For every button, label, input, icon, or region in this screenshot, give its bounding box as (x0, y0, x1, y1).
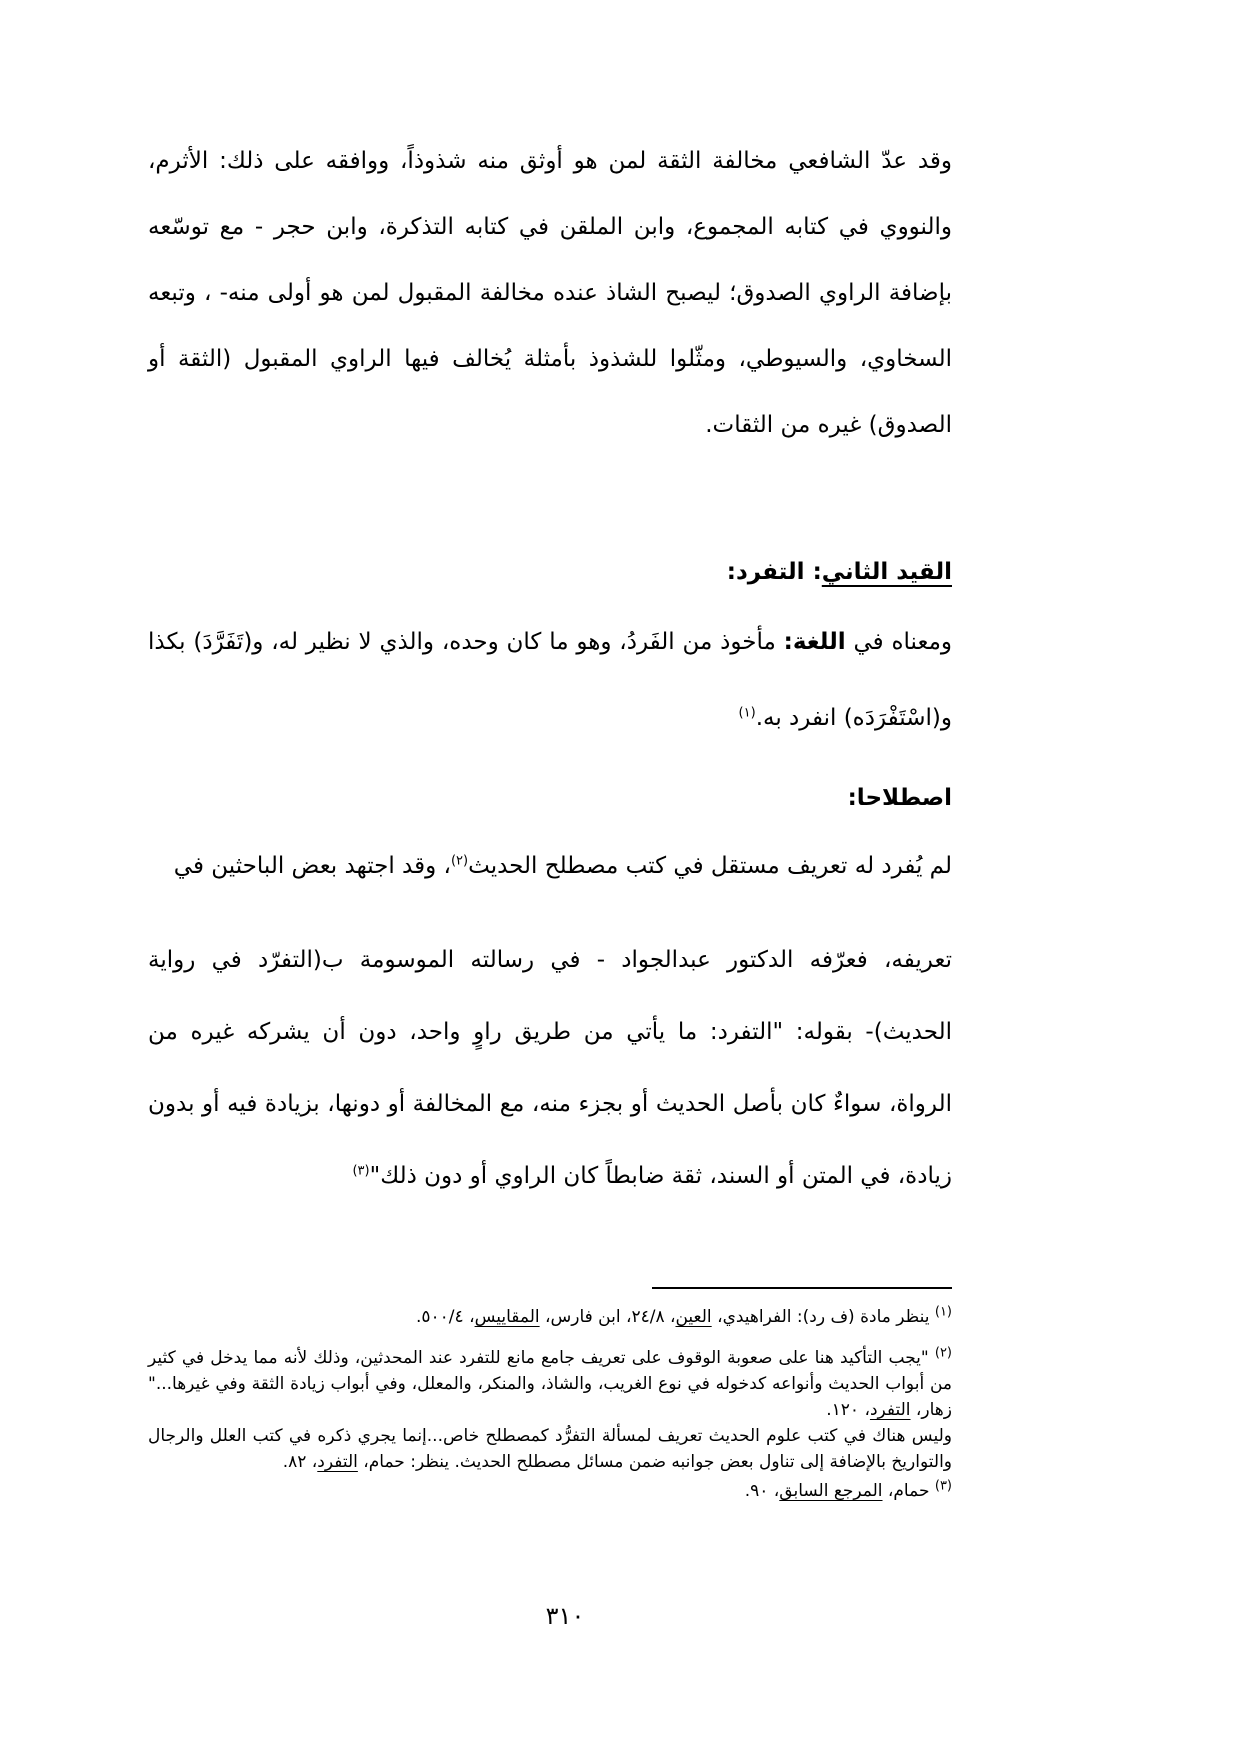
para2-bold-term: اللغة: (783, 629, 846, 655)
footnote-1-text-b: ، ٢٤/٨، ابن فارس، (539, 1307, 676, 1327)
heading-underlined-part: القيد الثاني (821, 559, 952, 585)
footnote-2-source-2: التفرد (317, 1452, 358, 1472)
footnote-1-source-1: العين (675, 1307, 712, 1327)
footnote-1-source-2: المقاييس (474, 1307, 540, 1327)
footnotes-section (148, 1303, 952, 1505)
footnote-3-text-b: ، ٩٠. (744, 1481, 780, 1501)
footnote-marker-3: (٣) (934, 1478, 952, 1494)
footnote-1 (148, 1303, 952, 1331)
footnote-3 (148, 1477, 952, 1505)
para4-text: تعريفه، فعرّفه الدكتور عبدالجواد - في رسالته الموسومة ب(التفرّد في رواية الحديث)- بقوله: "التفرد: ما يأتي من طريق راوٍ واحد، دون أن يشركه غيره من الرواة، سواءٌ كان بأصل الحديث أو بجزء منه، مع المخالفة أو دونها، بزيادة فيه أو بدون زيادة، في المتن أو السند، ثقة ضابطاً كان الراوي أو دون ذلك" (148, 947, 952, 1189)
footnote-2-text-d: ، ٨٢. (282, 1452, 318, 1472)
footnote-ref-3[interactable]: (٣) (352, 1163, 370, 1179)
footnote-marker-2: (٢) (934, 1345, 952, 1361)
para3-text-b: ، وقد اجتهد بعض الباحثين في (173, 853, 451, 879)
footnote-separator (652, 1287, 952, 1289)
footnote-3-source-1: المرجع السابق (779, 1481, 883, 1501)
body-paragraph-1: وقد عدّ الشافعي مخالفة الثقة لمن هو أوثق منه شذوذاً، ووافقه على ذلك: الأثرم، والنووي في كتابه المجموع، وابن الملقن في كتابه التذكرة، وابن حجر - مع توسّعه بإضافة الراوي الصدوق؛ ليصبح الشاذ عنده مخالفة المقبول لمن هو أولى منه- ، وتبعه السخاوي، والسيوطي، ومثّلوا للشذوذ بأمثلة يُخالف فيها الراوي المقبول (الثقة أو الصدوق) غيره من الثقات. (148, 148, 952, 438)
body-paragraph-definition (148, 924, 952, 1212)
body-paragraph-definition-intro (148, 828, 952, 904)
footnote-marker-1: (١) (934, 1304, 952, 1320)
para3-text-a: لم يُفرد له تعريف مستقل في كتب مصطلح الحديث (468, 853, 952, 879)
footnote-2 (148, 1345, 952, 1475)
footnote-2-text-b: ، ١٢٠. (826, 1400, 870, 1420)
footnote-ref-1[interactable]: (١) (738, 705, 756, 721)
para2-lead: ومعناه في (845, 629, 952, 655)
footnote-2-source-1: التفرد (869, 1400, 911, 1420)
footnote-1-text-c: ، ٥٠٠/٤. (416, 1307, 475, 1327)
section-heading-terminology: اصطلاحا: (847, 785, 952, 811)
footnote-1-text-a: ينظر مادة (ف رد): الفراهيدي، (711, 1307, 935, 1327)
footnote-2-text-a: "يجب التأكيد هنا على صعوبة الوقوف على تعريف جامع مانع للتفرد عند المحدثين، وذلك لأنه مما يدخل في كثير من أبواب الحديث وأنواعه كدخوله في نوع الغريب، والشاذ، والمنكر، والمعلل، وفي أبواب زيادة الثقة وفي غيرها..." زهار، (148, 1348, 952, 1420)
para2-text: مأخوذ من الفَردُ، وهو ما كان وحده، والذي لا نظير له، و(تَفَرَّدَ) بكذا و(اسْتَفْرَدَه) انفرد به. (148, 629, 952, 731)
footnote-ref-2[interactable]: (٢) (450, 853, 469, 869)
footnote-3-text-a: حمام، (882, 1481, 935, 1501)
heading-rest: : التفرد: (726, 559, 822, 585)
section-heading-second-condition (148, 552, 952, 592)
page-number: ٣١٠ (545, 1602, 585, 1630)
body-paragraph-language (148, 604, 952, 756)
footnote-2-text-c: وليس هناك في كتب علوم الحديث تعريف لمسألة التفرُّد كمصطلح خاص...إنما يجري ذكره في كتب العلل والرجال والتواريخ بالإضافة إلى تناول بعض جوانبه ضمن مسائل مصطلح الحديث. ينظر: حمام، (148, 1426, 952, 1472)
